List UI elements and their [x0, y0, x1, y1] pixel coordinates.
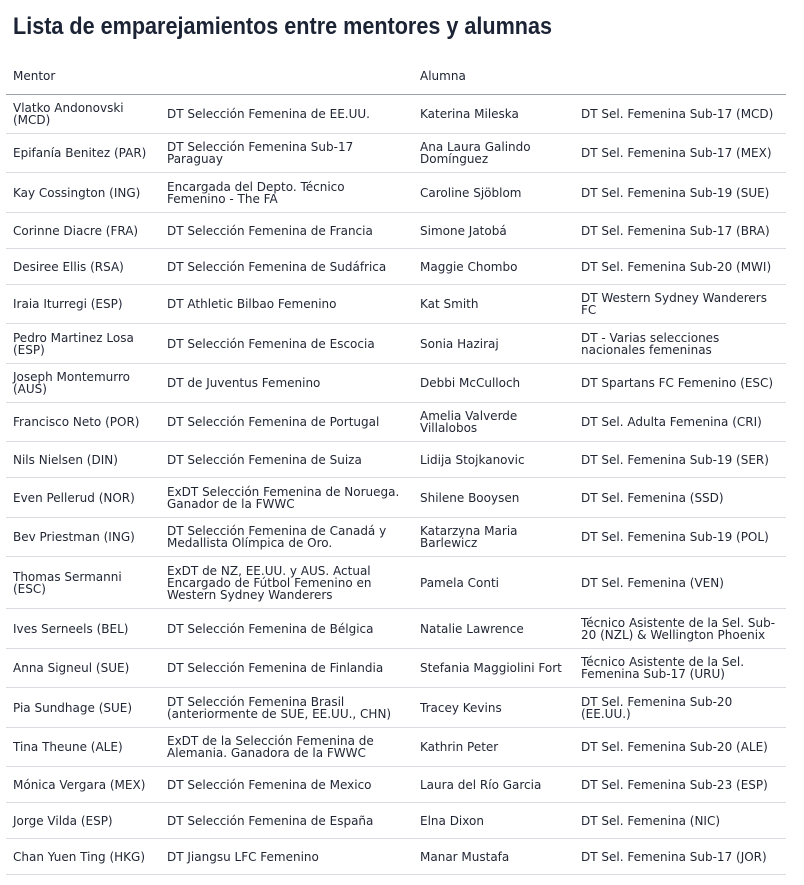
- alumna-cell: Kathrin Peter: [413, 728, 574, 767]
- alumna-role-cell: DT Spartans FC Femenino (ESC): [574, 364, 786, 403]
- table-row: [6, 249, 786, 285]
- alumna-role-cell: DT Sel. Femenina Sub-17 (JOR): [574, 839, 786, 875]
- alumna-cell: Katarzyna Maria Barlewicz: [413, 518, 574, 557]
- alumna-role-cell: DT Western Sydney Wanderers FC: [574, 285, 786, 324]
- mentor-role-cell: ExDT Selección Femenina de Noruega. Ganador de la FWWC: [160, 478, 413, 518]
- table-row: [6, 803, 786, 839]
- alumna-role-cell: DT Sel. Femenina (NIC): [574, 803, 786, 839]
- mentor-role-cell: DT de Juventus Femenino: [160, 364, 413, 403]
- mentor-cell: Anna Signeul (SUE): [6, 649, 160, 688]
- alumna-role-cell: DT Sel. Femenina (VEN): [574, 557, 786, 609]
- table-row: [6, 557, 786, 609]
- mentor-role-cell: DT Selección Femenina de Canadá y Medallista Olímpica de Oro.: [160, 518, 413, 557]
- mentor-cell: Thomas Sermanni (ESC): [6, 557, 160, 609]
- table-row: [6, 285, 786, 324]
- alumna-cell: Kat Smith: [413, 285, 574, 324]
- table-row: [6, 839, 786, 875]
- alumna-role-cell: DT Sel. Femenina Sub-19 (SER): [574, 442, 786, 478]
- alumna-role-cell: DT Sel. Femenina Sub-20 (ALE): [574, 728, 786, 767]
- alumna-cell: Tracey Kevins: [413, 688, 574, 728]
- table-row: [6, 649, 786, 688]
- mentor-cell: Even Pellerud (NOR): [6, 478, 160, 518]
- table-row: [6, 518, 786, 557]
- mentor-role-cell: ExDT de la Selección Femenina de Alemania. Ganadora de la FWWC: [160, 728, 413, 767]
- mentor-cell: Ives Serneels (BEL): [6, 609, 160, 649]
- mentor-cell: Nils Nielsen (DIN): [6, 442, 160, 478]
- alumna-role-cell: DT - Varias selecciones nacionales femeninas: [574, 324, 786, 364]
- alumna-role-cell: Técnico Asistente de la Sel. Sub-20 (NZL) & Wellington Phoenix: [574, 609, 786, 649]
- mentor-cell: Pedro Martinez Losa (ESP): [6, 324, 160, 364]
- table-row: [6, 442, 786, 478]
- alumna-cell: Ana Laura Galindo Domínguez: [413, 134, 574, 173]
- page-title: Lista de emparejamientos entre mentores y alumnas: [13, 13, 553, 40]
- alumna-cell: Maggie Chombo: [413, 249, 574, 285]
- mentor-role-cell: ExDT de NZ, EE.UU. y AUS. Actual Encargado de Fútbol Femenino en Western Sydney Wanderers: [160, 557, 413, 609]
- mentor-cell: Francisco Neto (POR): [6, 403, 160, 442]
- mentor-cell: Kay Cossington (ING): [6, 173, 160, 213]
- alumna-role-cell: DT Sel. Femenina Sub-20 (MWI): [574, 249, 786, 285]
- alumna-cell: Sonia Haziraj: [413, 324, 574, 364]
- alumna-cell: Caroline Sjöblom: [413, 173, 574, 213]
- mentor-role-cell: DT Athletic Bilbao Femenino: [160, 285, 413, 324]
- alumna-role-cell: DT Sel. Femenina Sub-17 (MEX): [574, 134, 786, 173]
- column-header-mentor-role: [160, 58, 413, 95]
- table-header-row: [6, 58, 786, 95]
- alumna-cell: Shilene Booysen: [413, 478, 574, 518]
- mentor-role-cell: DT Selección Femenina de España: [160, 803, 413, 839]
- column-header-alumna-role: [574, 58, 786, 95]
- table-row: [6, 609, 786, 649]
- mentor-role-cell: DT Selección Femenina de Bélgica: [160, 609, 413, 649]
- table-row: [6, 478, 786, 518]
- table-body: [6, 95, 786, 875]
- alumna-role-cell: DT Sel. Femenina Sub-19 (SUE): [574, 173, 786, 213]
- alumna-cell: Elna Dixon: [413, 803, 574, 839]
- alumna-role-cell: DT Sel. Femenina Sub-19 (POL): [574, 518, 786, 557]
- table-row: [6, 213, 786, 249]
- table-row: [6, 173, 786, 213]
- alumna-cell: Natalie Lawrence: [413, 609, 574, 649]
- mentor-cell: Epifanía Benitez (PAR): [6, 134, 160, 173]
- alumna-role-cell: DT Sel. Femenina Sub-17 (MCD): [574, 95, 786, 134]
- alumna-role-cell: DT Sel. Adulta Femenina (CRI): [574, 403, 786, 442]
- alumna-cell: Simone Jatobá: [413, 213, 574, 249]
- mentor-cell: Bev Priestman (ING): [6, 518, 160, 557]
- mentor-role-cell: DT Selección Femenina de Francia: [160, 213, 413, 249]
- alumna-cell: Laura del Río Garcia: [413, 767, 574, 803]
- mentor-cell: Tina Theune (ALE): [6, 728, 160, 767]
- mentor-cell: Jorge Vilda (ESP): [6, 803, 160, 839]
- mentor-role-cell: DT Selección Femenina Brasil (anteriormente de SUE, EE.UU., CHN): [160, 688, 413, 728]
- mentor-cell: Corinne Diacre (FRA): [6, 213, 160, 249]
- pairings-table: [6, 58, 786, 875]
- alumna-cell: Amelia Valverde Villalobos: [413, 403, 574, 442]
- table-row: [6, 324, 786, 364]
- table-row: [6, 364, 786, 403]
- mentor-role-cell: DT Selección Femenina de Suiza: [160, 442, 413, 478]
- table-row: [6, 403, 786, 442]
- alumna-role-cell: DT Sel. Femenina Sub-17 (BRA): [574, 213, 786, 249]
- alumna-role-cell: Técnico Asistente de la Sel. Femenina Sub-17 (URU): [574, 649, 786, 688]
- mentor-role-cell: DT Selección Femenina de Escocia: [160, 324, 413, 364]
- alumna-cell: Pamela Conti: [413, 557, 574, 609]
- mentor-cell: Vlatko Andonovski (MCD): [6, 95, 160, 134]
- table-row: [6, 688, 786, 728]
- alumna-cell: Katerina Mileska: [413, 95, 574, 134]
- table-row: [6, 728, 786, 767]
- alumna-cell: Debbi McCulloch: [413, 364, 574, 403]
- column-header-alumna: Alumna: [413, 58, 574, 95]
- table-row: [6, 95, 786, 134]
- mentor-cell: Iraia Iturregi (ESP): [6, 285, 160, 324]
- table-row: [6, 134, 786, 173]
- mentor-cell: Desiree Ellis (RSA): [6, 249, 160, 285]
- alumna-role-cell: DT Sel. Femenina (SSD): [574, 478, 786, 518]
- table-row: [6, 767, 786, 803]
- mentor-role-cell: DT Selección Femenina de Portugal: [160, 403, 413, 442]
- mentor-role-cell: DT Selección Femenina de EE.UU.: [160, 95, 413, 134]
- mentor-role-cell: DT Selección Femenina Sub-17 Paraguay: [160, 134, 413, 173]
- mentor-role-cell: DT Selección Femenina de Sudáfrica: [160, 249, 413, 285]
- mentor-role-cell: DT Selección Femenina de Finlandia: [160, 649, 413, 688]
- mentor-role-cell: DT Selección Femenina de Mexico: [160, 767, 413, 803]
- alumna-cell: Stefania Maggiolini Fort: [413, 649, 574, 688]
- mentor-role-cell: Encargada del Depto. Técnico Femenino - The FA: [160, 173, 413, 213]
- mentor-cell: Mónica Vergara (MEX): [6, 767, 160, 803]
- alumna-role-cell: DT Sel. Femenina Sub-20 (EE.UU.): [574, 688, 786, 728]
- column-header-mentor: Mentor: [6, 58, 160, 95]
- mentor-role-cell: DT Jiangsu LFC Femenino: [160, 839, 413, 875]
- mentor-cell: Pia Sundhage (SUE): [6, 688, 160, 728]
- mentor-cell: Chan Yuen Ting (HKG): [6, 839, 160, 875]
- alumna-cell: Manar Mustafa: [413, 839, 574, 875]
- alumna-cell: Lidija Stojkanovic: [413, 442, 574, 478]
- mentor-cell: Joseph Montemurro (AUS): [6, 364, 160, 403]
- alumna-role-cell: DT Sel. Femenina Sub-23 (ESP): [574, 767, 786, 803]
